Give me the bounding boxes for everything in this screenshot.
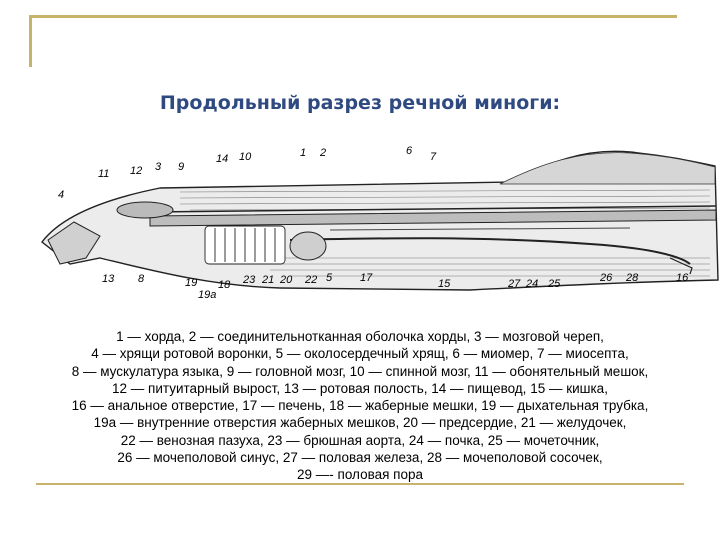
frame-vertical-accent (29, 15, 32, 67)
gill-pouches (205, 226, 285, 264)
label-2: 2 (320, 147, 327, 159)
label-16: 16 (676, 272, 689, 284)
caption-line: 22 — венозная пазуха, 23 — брюшная аорта, 24 — почка, 25 — мочеточник, (120, 432, 600, 448)
label-24: 24 (526, 278, 539, 290)
brain (117, 202, 173, 218)
label-19: 19 (185, 277, 198, 289)
legend-caption (0, 328, 720, 484)
label-23: 23 (243, 274, 256, 286)
label-3: 3 (155, 161, 162, 173)
label-28: 28 (626, 272, 639, 284)
caption-line: 29 —- половая пора (297, 467, 423, 483)
label-12: 12 (130, 165, 143, 177)
label-5: 5 (326, 272, 333, 284)
label-18: 18 (218, 279, 231, 291)
caption-line: 16 — анальное отверстие, 17 — печень, 18 — жаберные мешки, 19 — дыхательная трубка, (71, 398, 649, 414)
caption-line: 19а — внутренние отверстия жаберных мешков, 20 — предсердие, 21 — желудочек, (93, 415, 627, 431)
label-19a: 19а (198, 289, 217, 301)
label-14: 14 (216, 153, 229, 165)
label-22: 22 (305, 274, 318, 286)
caption-line: 8 — мускулатура языка, 9 — головной мозг, 10 — спинной мозг, 11 — обонятельный мешок, (71, 363, 649, 379)
caption-line: 26 — мочеполовой синус, 27 — половая железа, 28 — мочеполовой сосочек, (117, 450, 603, 466)
label-10: 10 (239, 151, 252, 163)
label-20: 20 (280, 274, 293, 286)
frame-horizontal-accent (29, 15, 677, 18)
label-17: 17 (360, 272, 373, 284)
heart (290, 232, 326, 260)
lamprey-section-diagram (30, 140, 720, 320)
label-9: 9 (178, 161, 185, 173)
label-1: 1 (300, 147, 307, 159)
label-15: 15 (438, 278, 451, 290)
label-13: 13 (102, 273, 115, 285)
label-4: 4 (58, 189, 65, 201)
label-25: 25 (548, 278, 561, 290)
caption-line: 4 — хрящи ротовой воронки, 5 — околосердечный хрящ, 6 — миомер, 7 — миосепта, (91, 346, 629, 362)
label-8: 8 (138, 273, 145, 285)
label-7: 7 (430, 151, 437, 163)
frame-bottom-accent (36, 483, 684, 485)
caption-line: 1 — хорда, 2 — соединительнотканная оболочка хорды, 3 — мозговой череп, (116, 329, 604, 344)
label-27: 27 (508, 278, 521, 290)
label-26: 26 (600, 272, 613, 284)
caption-line: 12 — питуитарный вырост, 13 — ротовая полость, 14 — пищевод, 15 — кишка, (112, 380, 608, 396)
label-11: 11 (98, 168, 110, 180)
dorsal-fin (500, 153, 715, 184)
label-6: 6 (406, 145, 413, 157)
label-21: 21 (262, 274, 275, 286)
page-title: Продольный разрез речной миноги: (159, 92, 561, 114)
